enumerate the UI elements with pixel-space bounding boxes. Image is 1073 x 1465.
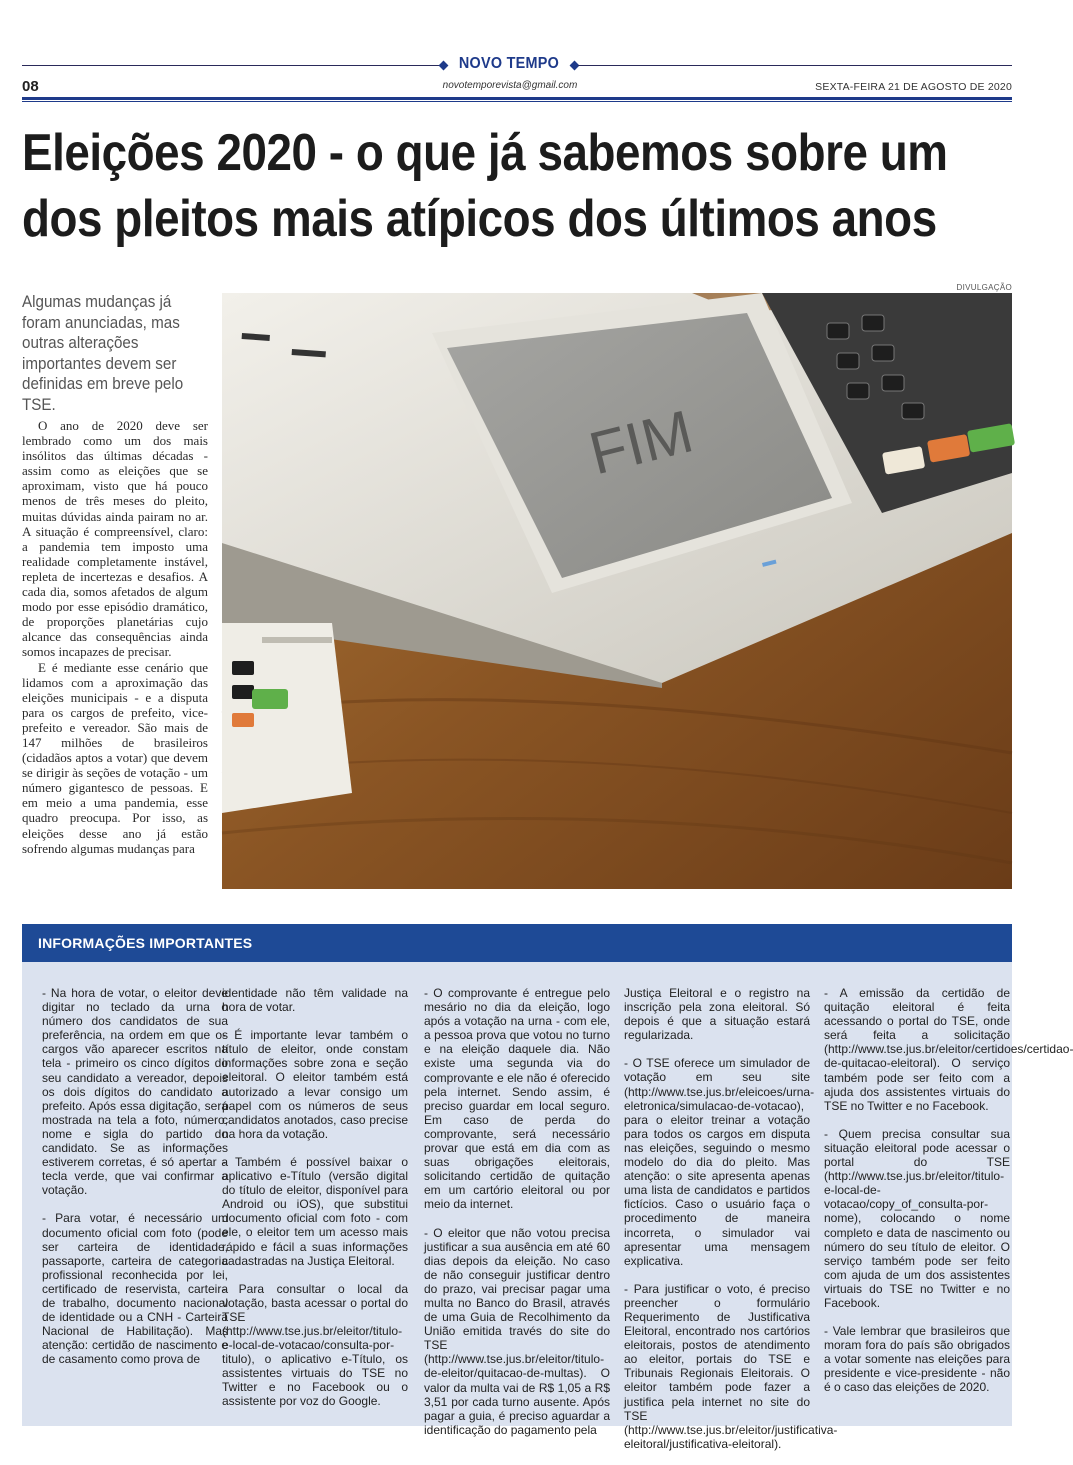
header-diamond-left — [439, 61, 449, 71]
article-body — [22, 418, 208, 856]
info-column-5 — [824, 986, 1073, 1409]
body-paragraph: O ano de 2020 deve ser lembrado como um dos mais insólitos das últimas décadas - assim como as eleições que se aproximam, visto que há pouco menos de três meses do pleito, muitas dúvidas ainda pairam no ar. A situação é compreensível, claro: a pandemia tem imposto uma realidade completamente instável, repleta de incertezas e desafios. A cada dia, somos afetados de algum modo por esse episódio dramático, de proporções planetárias cujo alcance das consequências ainda somos incapazes de precisar. — [22, 418, 208, 660]
header-date: SEXTA-FEIRA 21 DE AGOSTO DE 2020 — [815, 81, 1012, 93]
info-column-2 — [222, 986, 408, 1423]
info-item: - Na hora de votar, o eleitor deve digitar no teclado da urna o número dos candidatos de sua preferência, na ordem em que os cargos vão aparecer escritos na tela - primeiro os cinco dígitos do seu candidato a vereador, depois os dois dígitos do candidato a prefeito. Após essa digitação, será mostrada na tela a foto, número, nome e sigla do partido do candidato. Se as informações estiverem corretas, é só apertar a tecla verde, que vai confirmar a votação. — [42, 986, 228, 1198]
info-column-1 — [42, 986, 228, 1380]
header-rule-left — [22, 65, 440, 66]
voting-machine-photo — [222, 293, 1012, 889]
article-deck: Algumas mudanças já foram anunciadas, mas outras alterações importantes devem ser definidas em breve pelo TSE. — [22, 293, 184, 414]
header-email: novotemporevista@gmail.com — [442, 80, 578, 91]
info-item: - Para consultar o local da votação, basta acessar o portal do TSE (http://www.tse.jus.br/eleitor/titulo-e-local-de-votacao/consulta-por-titulo), o aplicativo e-Título, os assistentes virtuais do TSE no Twitter e no Facebook ou o assistente por voz do Google. — [222, 1281, 408, 1409]
info-item: - Também é possível baixar o aplicativo e-Título (versão digital do título de eleitor, disponível para Android ou iOS), que substitui documento oficial com foto - com ele, o eleitor tem um acesso mais rápido e fácil a suas informações cadastradas na Justiça Eleitoral. — [222, 1154, 408, 1268]
info-item: - O TSE oferece um simulador de votação em seu site (http://www.tse.jus.br/eleicoes/urna-eletronica/simulacao-de-votacao), para o eleitor treinar a votação para todos os cargos em disputa nas eleições, seguindo o mesmo modelo do dia do pleito. Mas atenção: o site apresenta apenas uma lista de candidatos e partidos fictícios. Caso o usuário faça o procedimento de maneira incorreta, o simulador vai apresentar uma mensagem explicativa. — [624, 1056, 815, 1268]
info-item: - O comprovante é entregue pelo mesário no dia da eleição, logo após a votação na urna - com ele, a pessoa prova que votou no turno e na eleição daquele dia. Não existe uma segunda via do comprovante e ele não é oferecido pela internet. Sendo assim, é preciso guardar em local seguro. Em caso de perda do comprovante, será necessário provar que está em dia com as suas obrigações eleitorais, solicitando certidão de quitação em um cartório eleitoral ou por meio da internet. — [424, 986, 610, 1212]
info-item: - A emissão da certidão de quitação eleitoral é feita acessando o portal do TSE, onde será feita a solicitação (http://www.tse.jus.br/eleitor/certidoes/certidao-de-quitacao-eleitoral). O serviço também pode ser feito com a ajuda dos assistentes virtuais do TSE no Twitter e no Facebook. — [824, 986, 1073, 1113]
info-column-3 — [424, 986, 610, 1451]
info-box-title: INFORMAÇÕES IMPORTANTES — [38, 935, 253, 951]
info-item: - É importante levar também o título de eleitor, onde constam informações sobre zona e seção eleitoral. O eleitor também está autorizado a levar consigo um papel com os números de seus candidatos anotados, caso precise na hora da votação. — [222, 1028, 408, 1141]
info-column-4 — [624, 986, 838, 1465]
header-bottom-rule — [22, 97, 1012, 100]
info-item: - Para votar, é necessário um documento oficial com foto (pode ser carteira de identidade, passaporte, carteira de categoria profissional reconhecida por lei, certificado de reservista, carteira de trabalho, documento nacional de identidade ou a CNH - Carteira Nacional de Habilitação). Mas atenção: certidão de nascimento e de casamento como prova de — [42, 1211, 228, 1367]
photo-credit: DIVULGAÇÃO — [956, 283, 1012, 292]
headline-line-1: Eleições 2020 - o que já sabemos sobre um — [22, 124, 948, 182]
masthead: NOVO TEMPO — [458, 55, 560, 72]
header-rule-right — [578, 65, 1012, 66]
voting-machine-illustration — [222, 293, 1012, 889]
page-number: 08 — [22, 78, 39, 95]
body-paragraph: E é mediante esse cenário que lidamos com a aproximação das eleições municipais - e a disputa para os cargos de prefeito, vice-prefeito e vereador. São mais de 147 milhões de brasileiros (cidadãos aptos a votar) que devem se dirigir às seções de votação - um número gigantesco de pessoas. E em meio a uma pandemia, esse quadro preocupa. Por isso, as eleições desse ano já estão sofrendo algumas mudanças para — [22, 659, 208, 856]
info-item: - Quem precisa consultar sua situação eleitoral pode acessar o portal do TSE (http://www.tse.jus.br/eleitor/titulo-e-local-de-votacao/copy_of_consulta-por-nome), colocando o nome completo e data de nascimento ou número do seu título de eleitor. O serviço também pode ser feito com ajuda de um dos assistentes virtuais do TSE no Twitter e no Facebook. — [824, 1126, 1010, 1310]
info-item: identidade não têm validade na hora de votar. — [222, 986, 408, 1015]
headline-line-2: dos pleitos mais atípicos dos últimos anos — [22, 190, 937, 248]
info-item: - Vale lembrar que brasileiros que moram fora do país são obrigados a votar somente nas eleições para presidente e vice-presidente - não é o caso das eleições de 2020. — [824, 1324, 1010, 1395]
info-item: Justiça Eleitoral e o registro na inscrição pela zona eleitoral. Só depois é que a situação estará regularizada. — [624, 986, 810, 1043]
header-bottom-rule-thin — [22, 101, 1012, 102]
screen-text: FIM — [582, 397, 700, 488]
info-item: - Para justificar o voto, é preciso preencher o formulário Requerimento de Justificativa Eleitoral, encontrado nos cartórios eleitorais, postos de atendimento ao eleitor, portais do TSE e Tribunais Regionais Eleitorais. O eleitor também pode fazer a justifica pela internet no site do TSE (http://www.tse.jus.br/eleitor/justificativa-eleitoral/justificativa-eleitoral). — [624, 1281, 838, 1451]
info-item: - O eleitor que não votou precisa justificar a sua ausência em até 60 dias depois da eleição. No caso de não conseguir justificar dentro do prazo, vai precisar pagar uma multa no Banco do Brasil, através de uma Guia de Recolhimento da União emitida través do site do TSE (http://www.tse.jus.br/eleitor/titulo-de-eleitor/quitacao-de-multas). O valor da multa vai de R$ 1,05 a R$ 3,51 por cada turno ausente. Após pagar a guia, é preciso aguardar a identificação do pagamento pela — [424, 1225, 610, 1437]
article-headline — [22, 120, 948, 252]
